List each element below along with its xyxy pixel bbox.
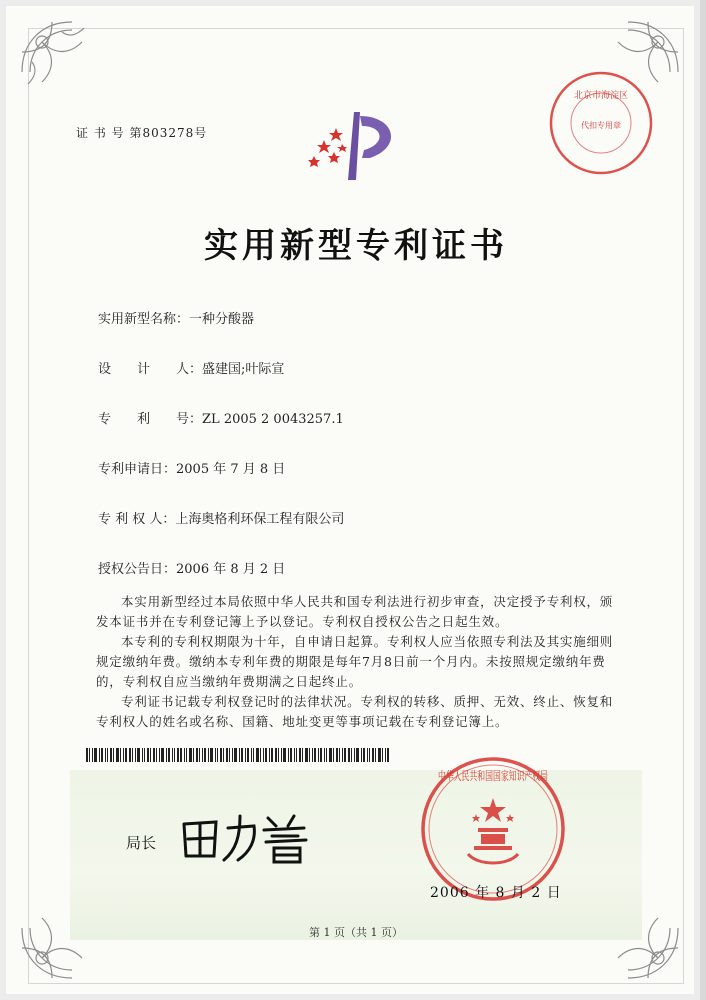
barcode-bar (281, 748, 282, 762)
barcode-bar (387, 748, 389, 762)
barcode-bar (375, 748, 376, 762)
director-label: 局长 (126, 834, 157, 852)
field-value: ZL 2005 2 0043257.1 (202, 412, 344, 427)
barcode-bar (271, 748, 273, 762)
field-label: 专 利 号： (98, 412, 203, 427)
barcode-bar (275, 748, 277, 762)
barcode-bar (120, 748, 121, 762)
field-patent-number (98, 408, 344, 427)
barcode-bar (202, 748, 203, 762)
barcode-bar (320, 748, 322, 762)
barcode-bar (278, 748, 279, 762)
field-utility-model-name (98, 308, 254, 327)
seal-text: 中华人民共和国国家知识产权局 (438, 769, 607, 783)
barcode-bar (318, 748, 319, 762)
barcode-bar (129, 748, 131, 762)
field-label: 实用新型名称： (98, 312, 190, 327)
barcode-bar (232, 748, 233, 762)
barcode-bar (89, 748, 90, 762)
barcode-bar (382, 748, 383, 762)
barcode-bar (147, 748, 149, 762)
barcode-bar (168, 748, 170, 762)
barcode-bar (344, 748, 346, 762)
barcode-bar (217, 748, 218, 762)
barcode-bar (135, 748, 136, 762)
top-seal-icon (546, 68, 656, 178)
barcode-bar (150, 748, 151, 762)
barcode-bar (354, 748, 355, 762)
barcode-bar (288, 748, 289, 762)
barcode-bar (305, 748, 308, 762)
barcode-bar (294, 748, 295, 762)
barcode (86, 748, 416, 762)
field-designer (98, 358, 284, 377)
barcode-bar (263, 748, 264, 762)
field-value: 上海奥格利环保工程有限公司 (175, 512, 345, 527)
barcode-bar (105, 748, 106, 762)
field-label: 设 计 人： (98, 362, 203, 377)
barcode-bar (92, 748, 93, 762)
barcode-bar (159, 748, 160, 762)
barcode-bar (296, 748, 297, 762)
barcode-bar (361, 748, 362, 762)
barcode-bar (265, 748, 267, 762)
barcode-bar (348, 748, 350, 762)
field-label: 专利申请日： (98, 462, 177, 477)
barcode-bar (339, 748, 340, 762)
barcode-bar (107, 748, 108, 762)
barcode-bar (247, 748, 249, 762)
barcode-bar (312, 748, 313, 762)
field-application-date (98, 458, 285, 477)
barcode-bar (223, 748, 224, 762)
patent-office-emblem-icon (304, 106, 414, 186)
barcode-bar (177, 748, 179, 762)
barcode-bar (342, 748, 343, 762)
barcode-bar (110, 748, 112, 762)
barcode-bar (336, 748, 338, 762)
barcode-bar (378, 748, 381, 762)
barcode-bar (132, 748, 133, 762)
field-value: 2006 年 8 月 2 日 (176, 562, 286, 577)
barcode-bar (113, 748, 114, 762)
field-value: 2005 年 7 月 8 日 (176, 462, 286, 477)
barcode-bar (363, 748, 365, 762)
barcode-bar (385, 748, 386, 762)
barcode-bar (283, 748, 286, 762)
field-value: 一种分酸器 (189, 312, 255, 327)
certificate-number: 证 书 号 第803278号 (76, 126, 208, 140)
page-title: 实用新型专利证书 (204, 226, 508, 266)
barcode-bar (99, 748, 100, 762)
barcode-bar (94, 748, 97, 762)
field-value: 盛建国;叶际宣 (202, 362, 285, 377)
page-number: 第 1 页（共 1 页） (309, 926, 403, 939)
barcode-bar (329, 748, 332, 762)
barcode-bar (166, 748, 167, 762)
barcode-bar (193, 748, 194, 762)
issue-date: 2006 年 8 月 2 日 (430, 885, 562, 901)
barcode-bar (326, 748, 327, 762)
barcode-bar (101, 748, 103, 762)
barcode-bar (239, 748, 240, 762)
barcode-bar (186, 748, 187, 762)
field-patentee (98, 508, 344, 527)
barcode-bar (210, 748, 213, 762)
body-paragraph: 本实用新型经过本局依照中华人民共和国专利法进行初步审查，决定授予专利权，颁发本证书并在专利登记簿上予以登记。专利权自授权公告之日起生效。 (96, 594, 614, 629)
barcode-bar (256, 748, 259, 762)
barcode-bar (314, 748, 316, 762)
director-signature-icon (176, 806, 316, 866)
barcode-bar (220, 748, 222, 762)
barcode-bar (351, 748, 352, 762)
barcode-bar (226, 748, 228, 762)
barcode-bar (324, 748, 325, 762)
barcode-bar (215, 748, 216, 762)
barcode-bar (260, 748, 261, 762)
barcode-bar (116, 748, 119, 762)
barcode-bar (172, 748, 173, 762)
barcode-bar (299, 748, 301, 762)
barcode-bar (369, 748, 370, 762)
barcode-bar (251, 748, 252, 762)
barcode-bar (208, 748, 209, 762)
barcode-bar (204, 748, 206, 762)
barcode-bar (333, 748, 334, 762)
field-label: 授权公告日： (98, 562, 177, 577)
field-label: 专 利 权 人： (98, 512, 176, 527)
barcode-bar (302, 748, 303, 762)
barcode-bar (196, 748, 198, 762)
corner-ornament-icon (12, 12, 122, 122)
barcode-bar (241, 748, 243, 762)
barcode-bar (174, 748, 175, 762)
barcode-bar (153, 748, 155, 762)
barcode-bar (189, 748, 192, 762)
barcode-bar (199, 748, 200, 762)
barcode-bar (290, 748, 292, 762)
certificate-body (96, 592, 616, 732)
body-paragraph: 本专利的专利权期限为十年，自申请日起算。专利权人应当依照专利法及其实施细则规定缴纳年费。缴纳本专利年费的期限是每年7月8日前一个月内。未按照规定缴纳年费的，专利权自应当缴纳年费期满之日起终止。 (96, 634, 614, 689)
top-seal-text: 北京市海淀区 (573, 91, 629, 101)
barcode-bar (253, 748, 254, 762)
barcode-bar (125, 748, 127, 762)
body-paragraph: 专利证书记载专利权登记时的法律状况。专利权的转移、质押、无效、终止、恢复和专利权人的姓名或名称、国籍、地址变更等事项记载在专利登记簿上。 (96, 694, 614, 729)
barcode-bar (86, 748, 88, 762)
barcode-bar (144, 748, 145, 762)
barcode-bar (309, 748, 310, 762)
barcode-bar (156, 748, 157, 762)
barcode-bar (367, 748, 368, 762)
barcode-bar (184, 748, 185, 762)
field-grant-date (98, 558, 285, 577)
barcode-bar (372, 748, 374, 762)
barcode-bar (234, 748, 237, 762)
barcode-bar (180, 748, 182, 762)
barcode-bar (245, 748, 246, 762)
barcode-bar (269, 748, 270, 762)
barcode-bar (229, 748, 230, 762)
top-seal-inner-text: 代扣专用章 (581, 121, 621, 130)
barcode-bar (123, 748, 124, 762)
barcode-bar (137, 748, 140, 762)
barcode-bar (356, 748, 359, 762)
barcode-bar (142, 748, 143, 762)
barcode-bar (161, 748, 164, 762)
